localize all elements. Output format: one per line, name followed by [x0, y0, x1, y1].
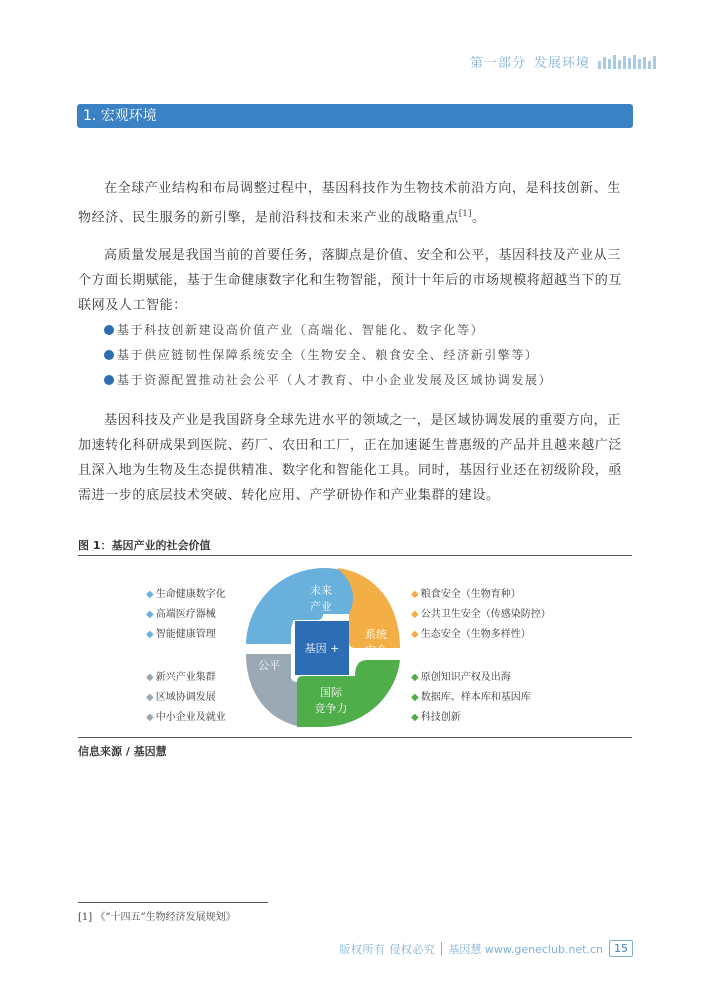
legend-item: ◆ 原创知识产权及出海 — [411, 672, 511, 683]
legend-item: ◆ 粮食安全（生物育种） — [411, 589, 521, 600]
citation-ref[interactable]: [1] — [458, 209, 472, 218]
list-item: 基于资源配置推动社会公平（人才教育、中小企业发展及区域协调发展） — [104, 368, 552, 393]
bullet-dot-icon — [104, 325, 114, 335]
figure-source: 信息来源 / 基因慧 — [78, 745, 167, 758]
figure-bottom-rule — [78, 737, 632, 738]
paragraph-1-text: 在全球产业结构和布局调整过程中，基因科技作为生物技术前沿方向，是科技创新、生物经济、民生服务的新引擎，是前沿科技和未来产业的战略重点 — [78, 181, 621, 226]
quadrant-bottom-label-2: 竞争力 — [314, 702, 348, 715]
quadrant-left-label-1: 社会 — [258, 643, 280, 656]
footnote-rule — [78, 902, 268, 903]
legend-item: ◆ 数据库、样本库和基因库 — [411, 692, 531, 703]
footer-divider — [441, 942, 442, 956]
legend-top-left — [146, 585, 226, 645]
footnote: [1] 《“十四五”生物经济发展规划》 — [78, 912, 236, 923]
figure-title: 图 1：基因产业的社会价值 — [78, 539, 211, 552]
running-header — [470, 52, 656, 71]
paragraph-1-end: 。 — [471, 210, 486, 226]
quadrant-top-label-2: 产业 — [310, 600, 332, 613]
section-title: 1. 宏观环境 — [77, 104, 633, 128]
figure-top-rule — [78, 555, 632, 556]
legend-bottom-left — [146, 668, 226, 728]
legend-item: ◆ 科技创新 — [411, 712, 461, 723]
page-number: 15 — [609, 940, 633, 957]
bullet-dot-icon — [104, 350, 114, 360]
legend-item: ◆ 新兴产业集群 — [146, 672, 216, 683]
quadrant-right-label-2: 安全 — [365, 644, 387, 657]
copyright-notice: 版权所有 侵权必究 — [339, 942, 436, 956]
paragraph-3: 基因科技及产业是我国跻身全球先进水平的领域之一，是区域协调发展的重要方向，正加速转化科研成果到医院、药厂、农田和工厂，正在加速诞生普惠级的产品并且越来越广泛且深入地为生物及生态提供精准、数字化和智能化工具。同时，基因行业还在初级阶段，亟需进一步的底层技术突破、转化应用、产学研协作和产业集群的建设。 — [78, 413, 623, 503]
center-label: 基因 + — [304, 642, 340, 655]
bullet-list — [104, 318, 552, 393]
paragraph-1 — [78, 176, 632, 230]
legend-item: ◆ 高端医疗器械 — [146, 609, 216, 620]
list-item: 基于供应链韧性保障系统安全（生物安全、粮食安全、经济新引擎等） — [104, 343, 552, 368]
legend-item: ◆ 生命健康数字化 — [146, 589, 226, 600]
legend-item: ◆ 智能健康管理 — [146, 629, 216, 640]
quadrant-right-label-1: 系统 — [365, 628, 387, 641]
page-footer — [339, 940, 633, 957]
bullet-dot-icon — [104, 375, 114, 385]
legend-bottom-right — [411, 668, 531, 728]
social-value-diagram — [243, 566, 403, 730]
section-label: 发展环境 — [533, 56, 590, 71]
list-item: 基于科技创新建设高价值产业（高端化、智能化、数字化等） — [104, 318, 552, 343]
legend-item: ◆ 公共卫生安全（传感染防控） — [411, 609, 551, 620]
quadrant-bottom-label-1: 国际 — [320, 686, 342, 699]
decorative-bars-icon — [598, 55, 656, 69]
paragraph-2: 高质量发展是我国当前的首要任务，落脚点是价值、安全和公平，基因科技及产业从三个方面长期赋能，基于生命健康数字化和生物智能，预计十年后的市场规模将超越当下的互联网及人工智能： — [78, 248, 623, 313]
quadrant-left-label-2: 公平 — [258, 659, 280, 672]
legend-item: ◆ 生态安全（生物多样性） — [411, 629, 531, 640]
legend-item: ◆ 中小企业及就业 — [146, 712, 226, 723]
quadrant-top-label-1: 未来 — [310, 584, 332, 597]
legend-item: ◆ 区域协调发展 — [146, 692, 216, 703]
brand-website: 基因慧 www.geneclub.net.cn — [448, 942, 603, 956]
part-label: 第一部分 — [469, 56, 526, 71]
legend-top-right — [411, 585, 551, 645]
